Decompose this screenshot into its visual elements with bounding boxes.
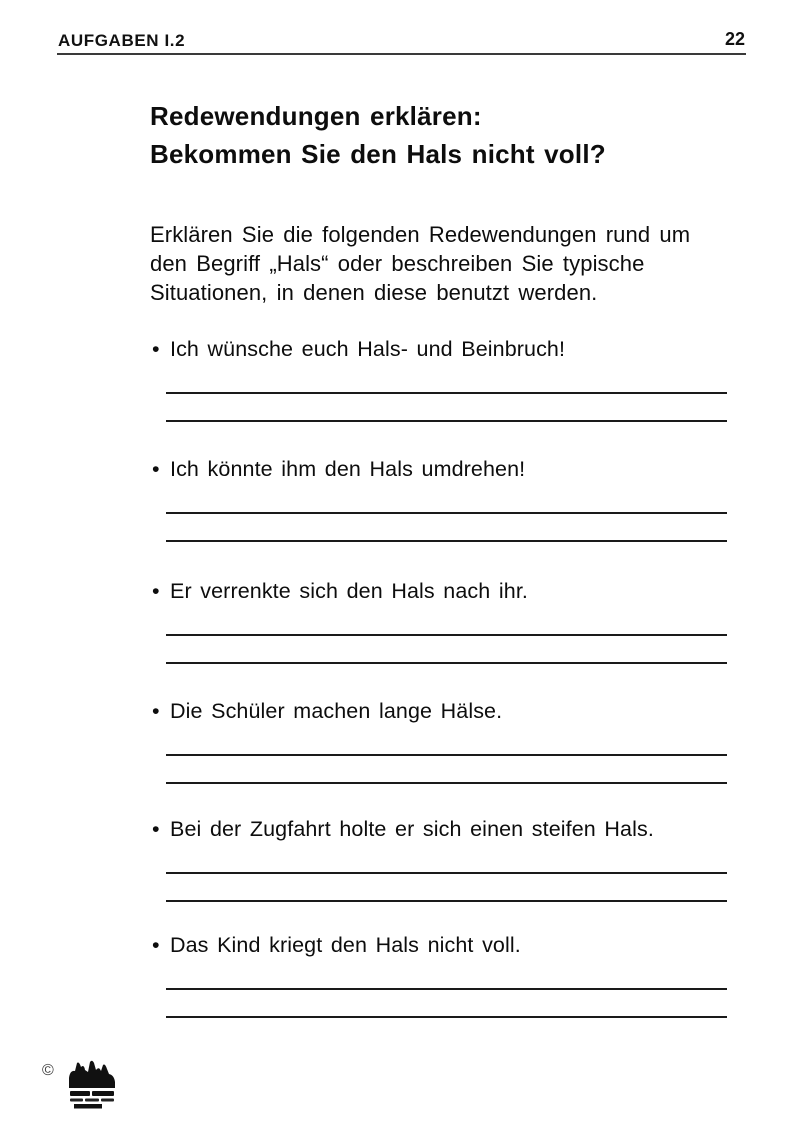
task-item: [152, 578, 730, 668]
copyright-symbol: ©: [42, 1062, 54, 1079]
answer-line: [166, 988, 727, 990]
answer-line: [166, 512, 727, 514]
page-title: [150, 97, 606, 173]
answer-line: [166, 662, 727, 664]
bullet-icon: •: [152, 699, 160, 723]
task-item-row: [152, 816, 730, 842]
answer-line: [166, 540, 727, 542]
task-item: [152, 698, 730, 788]
task-item-text: Die Schüler machen lange Hälse.: [170, 699, 503, 723]
task-item-row: [152, 578, 730, 604]
header-section-label: AUFGABEN I.2: [58, 31, 186, 50]
title-line-2: Bekommen Sie den Hals nicht voll?: [150, 139, 606, 169]
answer-line: [166, 634, 727, 636]
task-item-text: Das Kind kriegt den Hals nicht voll.: [170, 933, 521, 957]
task-item-row: [152, 456, 730, 482]
task-item-row: [152, 932, 730, 958]
answer-line: [166, 754, 727, 756]
task-item-text: Bei der Zugfahrt holte er sich einen steifen Hals.: [170, 817, 654, 841]
task-item: [152, 816, 730, 906]
task-item-text: Er verrenkte sich den Hals nach ihr.: [170, 579, 528, 603]
title-line-1: Redewendungen erklären:: [150, 101, 482, 131]
task-item: [152, 456, 730, 546]
answer-line: [166, 420, 727, 422]
task-item-text: Ich wünsche euch Hals- und Beinbruch!: [170, 337, 566, 361]
answer-line: [166, 872, 727, 874]
instructions-paragraph: [150, 220, 690, 307]
publisher-logo: [68, 1058, 116, 1116]
instruction-line-1: Erklären Sie die folgenden Redewendungen rund um: [150, 222, 691, 247]
task-item: [152, 336, 730, 426]
task-item: [152, 932, 730, 1022]
bullet-icon: •: [152, 457, 160, 481]
instruction-line-3: Situationen, in denen diese benutzt werden.: [150, 280, 598, 305]
header-rule: [57, 53, 746, 55]
answer-line: [166, 1016, 727, 1018]
task-item-row: [152, 336, 730, 362]
task-item-text: Ich könnte ihm den Hals umdrehen!: [170, 457, 526, 481]
answer-line: [166, 392, 727, 394]
page-number: 22: [724, 29, 745, 49]
answer-line: [166, 782, 727, 784]
bullet-icon: •: [152, 817, 160, 841]
bullet-icon: •: [152, 933, 160, 957]
answer-line: [166, 900, 727, 902]
bullet-icon: •: [152, 579, 160, 603]
instruction-line-2: den Begriff „Hals“ oder beschreiben Sie typische: [150, 251, 645, 276]
bullet-icon: •: [152, 337, 160, 361]
task-item-row: [152, 698, 730, 724]
